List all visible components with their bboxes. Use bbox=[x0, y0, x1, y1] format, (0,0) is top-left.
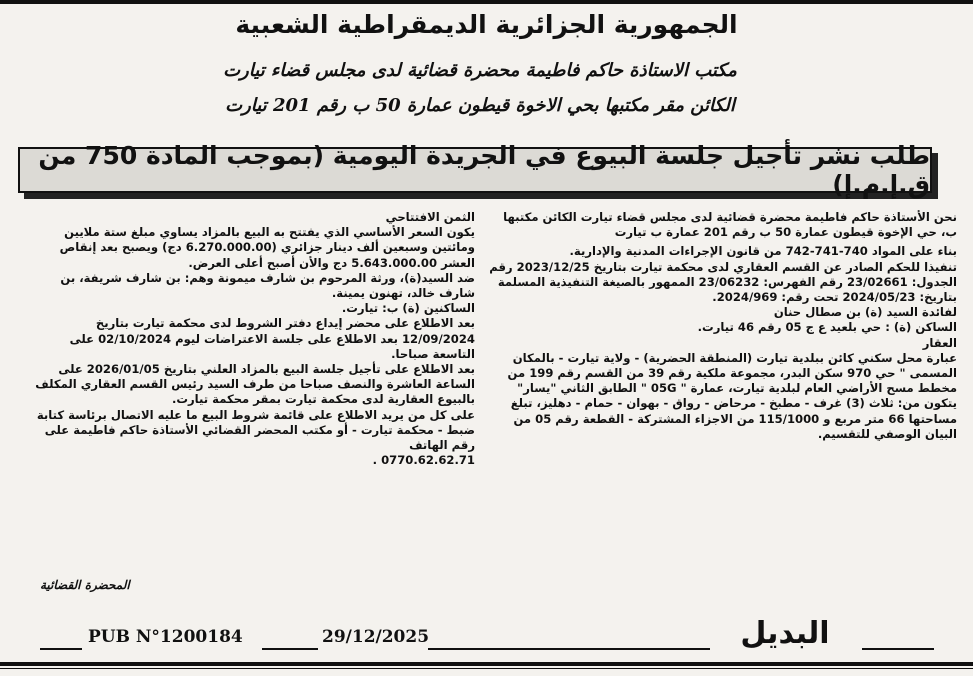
specification-deposit: بعد الاطلاع على محضر إيداع دفتر الشروط لدى محكمة تيارت بتاريخ 12/09/2024 بعد الاطلاع على جلسة الاعتراضات ليوم 02/10/2024 على التاسعة صباحا. bbox=[69, 316, 475, 361]
publication-date: 29/12/2025 bbox=[322, 627, 430, 647]
property-description: عبارة محل سكني كائن ببلدية تيارت (المنطقة الحضرية) - ولاية تيارت - بالمكان المسمى " حي 970 سكن البدر، مجموعة ملكية رقم 39 من القسم رقم 199 من مخطط مسح الأراضي العام لبلدية تيارت، عمارة " 05G " الطابق الثاني "يسار" يتكون من: ثلاث (3) غرف - مطبخ - مرحاض - رواق - بهوان - حمام - دهليز، تبلغ مساحتها 66 متر مربع و 115/1000 من الاجزاء المشتركة - القطعة رقم 05 من البيان الوصفي للتقسيم. bbox=[507, 350, 957, 441]
newspaper-seal: البديل bbox=[740, 616, 830, 651]
notice-title-banner bbox=[18, 141, 932, 199]
bottom-rule bbox=[0, 662, 973, 666]
footer-rule-left bbox=[40, 648, 82, 650]
beneficiary: لفائدة السيد (ة) بن صطال حنان bbox=[773, 305, 957, 320]
legal-basis: بناء على المواد 740-741-742 من قانون الإجراءات المدنية والإدارية. bbox=[569, 244, 957, 259]
bottom-thin-rule bbox=[0, 668, 973, 669]
footer-rule-mid bbox=[262, 648, 318, 650]
footer-rule-right bbox=[428, 648, 710, 650]
address-line: الكائن مقر مكتبها بحي الاخوة قيطون عمارة 50 ب رقم 201 تيارت bbox=[225, 95, 735, 116]
property-heading: العقار bbox=[922, 335, 957, 350]
contact-info: على كل من يريد الاطلاع على قائمة شروط البيع ما عليه الاتصال برئاسة كتابة ضبط - محكمة تيارت - أو مكتب المحضر القضائي الأستاذة حاكم فاطيمة على رقم الهاتف bbox=[36, 407, 475, 453]
bailiff-signature: المحضرة القضائية bbox=[40, 578, 130, 592]
opening-price: يكون السعر الأساسي الذي يفتتح به البيع بالمزاد يساوي مبلغ ستة ملايين ومائتين وسبعين ألف دينار جزائري (6.270.000.00 دج) ويصبح بعد إنقاص العشر 5.643.000.00 دج والأن أصبح أعلى العرض. bbox=[59, 225, 475, 270]
judgment-execution: تنفيذا للحكم الصادر عن القسم العقاري لدى محكمة تيارت بتاريخ 2023/12/25 رقم الجدول: 23/02661 رقم الفهرس: 23/06232 الممهور بالصيغة التنفيذية المسلمة بتاريخ: 2024/05/23 تحت رقم: 2024/969. bbox=[489, 259, 957, 305]
office-line: مكتب الاستاذة حاكم فاطيمة محضرة قضائية لدى مجلس قضاء تيارت bbox=[223, 60, 737, 81]
publication-number: PUB N°1200184 bbox=[88, 627, 243, 647]
footer-rule-end bbox=[862, 648, 934, 650]
defendants-address: الساكنين (ة) ب: تيارت. bbox=[341, 301, 475, 316]
right-column bbox=[487, 210, 957, 442]
bailiff-intro: نحن الأستاذة حاكم فاطيمة محضرة قضائية لدى مجلس قضاء تيارت الكائن مكتبها ب، حي الإخوة قيطون عمارة 50 ب رقم 201 عمارة ب تيارت bbox=[503, 210, 957, 240]
phone-number: 0770.62.62.71 . bbox=[372, 453, 475, 468]
opening-price-heading: الثمن الافتتاحي bbox=[385, 210, 475, 224]
left-column bbox=[35, 210, 475, 468]
republic-heading: الجمهورية الجزائرية الديمقراطية الشعبية bbox=[235, 10, 738, 39]
top-rule bbox=[0, 0, 973, 4]
beneficiary-address: الساكن (ة) : حي بلعيد ع ج 05 رقم 46 تيارت. bbox=[697, 320, 957, 335]
defendants: ضد السيد(ة)، ورثة المرحوم بن شارف ميمونة وهم: بن شارف شريفة، بن شارف خالد، تهنون يمينة. bbox=[60, 270, 475, 301]
notice-title: طلب نشر تأجيل جلسة البيوع في الجريدة اليومية (بموجب المادة 750 من ق.إ.م.إ) bbox=[38, 141, 930, 199]
auction-postponement: بعد الاطلاع على تأجيل جلسة البيع بالمزاد العلني بتاريخ 2026/01/05 على الساعة العاشرة والنصف صباحا من طرف السيد رئيس القسم العقاري المكلف بالبيوع العقارية لدى محكمة تيارت بمقر محكمة تيارت. bbox=[35, 362, 475, 407]
